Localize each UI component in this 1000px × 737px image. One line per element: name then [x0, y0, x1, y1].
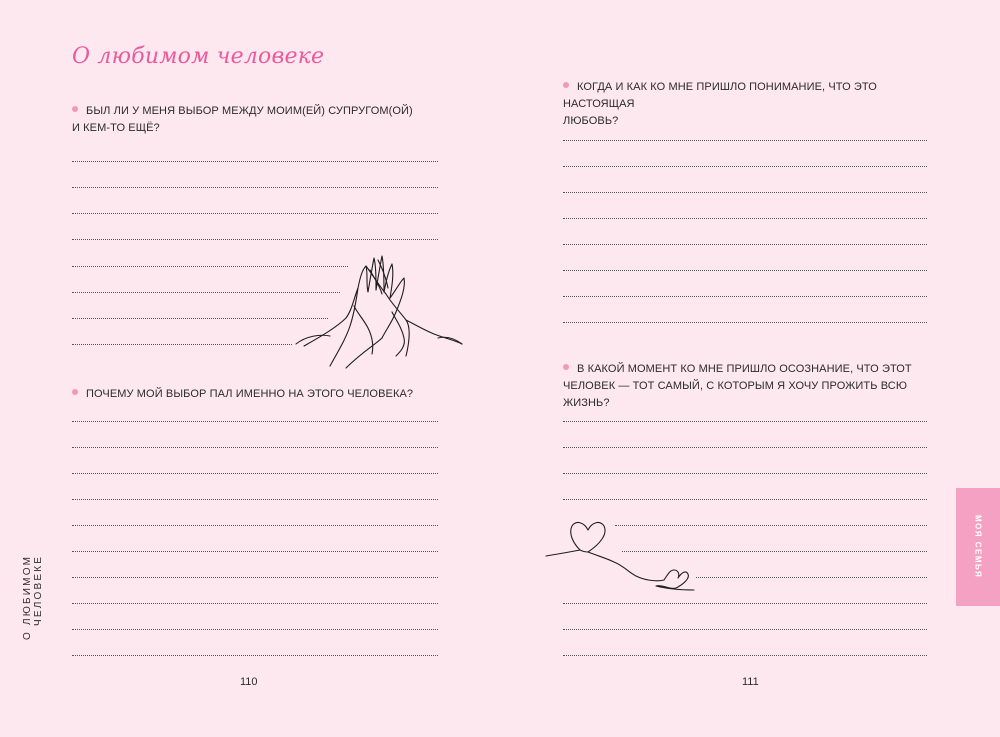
question-the-one-line2: ЧЕЛОВЕК — ТОТ САМЫЙ, С КОТОРЫМ Я ХОЧУ ПРОЖИТЬ ВСЮ ЖИЗНЬ? — [563, 380, 908, 409]
question-why-chosen-text: ПОЧЕМУ МОЙ ВЫБОР ПАЛ ИМЕННО НА ЭТОГО ЧЕЛОВЕКА? — [86, 388, 414, 400]
page-title: О любимом человеке — [72, 44, 325, 69]
hearts-doodle-illustration — [544, 516, 704, 596]
page-number-right: 111 — [742, 676, 759, 688]
bullet-dot — [72, 389, 78, 395]
high-five-illustration — [296, 248, 466, 373]
answer-line[interactable] — [72, 239, 438, 240]
section-tab[interactable] — [956, 488, 1000, 606]
answer-line[interactable] — [563, 499, 927, 500]
section-tab-label: МОЯ СЕМЬЯ — [973, 515, 983, 579]
question-realization-love-line2: ЛЮБОВЬ? — [563, 115, 619, 127]
answer-line[interactable] — [563, 421, 927, 422]
answer-line[interactable] — [72, 344, 292, 345]
answer-line[interactable] — [72, 318, 328, 319]
answer-line[interactable] — [563, 629, 927, 630]
answer-line[interactable] — [563, 296, 927, 297]
page-number-left: 110 — [240, 676, 258, 688]
answer-line[interactable] — [563, 140, 927, 141]
question-why-chosen — [72, 386, 452, 403]
question-choice-line2: И КЕМ-ТО ЕЩЁ? — [72, 122, 160, 134]
answer-line[interactable] — [72, 213, 438, 214]
answer-line[interactable] — [72, 499, 438, 500]
answer-line[interactable] — [563, 192, 927, 193]
answer-line[interactable] — [72, 473, 438, 474]
answer-line[interactable] — [72, 525, 438, 526]
answer-line[interactable] — [563, 655, 927, 656]
answer-line[interactable] — [72, 577, 438, 578]
question-choice — [72, 103, 452, 137]
answer-line[interactable] — [563, 244, 927, 245]
question-realization-love — [563, 79, 943, 130]
question-the-one-line1: В КАКОЙ МОМЕНТ КО МНЕ ПРИШЛО ОСОЗНАНИЕ, ЧТО ЭТОТ — [577, 363, 912, 375]
answer-line[interactable] — [72, 187, 438, 188]
bullet-dot — [563, 82, 569, 88]
answer-line[interactable] — [563, 270, 927, 271]
question-the-one — [563, 361, 943, 412]
answer-line[interactable] — [72, 629, 438, 630]
answer-line[interactable] — [72, 551, 438, 552]
bullet-dot — [563, 364, 569, 370]
answer-line[interactable] — [72, 161, 438, 162]
answer-line[interactable] — [72, 655, 438, 656]
answer-line[interactable] — [563, 603, 927, 604]
answer-line[interactable] — [563, 473, 927, 474]
answer-line[interactable] — [72, 421, 438, 422]
answer-line[interactable] — [563, 166, 927, 167]
question-realization-love-line1: КОГДА И КАК КО МНЕ ПРИШЛО ПОНИМАНИЕ, ЧТО ЭТО НАСТОЯЩАЯ — [563, 81, 877, 110]
running-side-label: О ЛЮБИМОМ ЧЕЛОВЕКЕ — [22, 555, 44, 641]
bullet-dot — [72, 106, 78, 112]
answer-line[interactable] — [696, 577, 927, 578]
question-choice-line1: БЫЛ ЛИ У МЕНЯ ВЫБОР МЕЖДУ МОИМ(ЕЙ) СУПРУГОМ(ОЙ) — [86, 105, 413, 117]
answer-line[interactable] — [563, 322, 927, 323]
answer-line[interactable] — [563, 218, 927, 219]
answer-line[interactable] — [72, 603, 438, 604]
answer-line[interactable] — [72, 447, 438, 448]
answer-line[interactable] — [563, 447, 927, 448]
